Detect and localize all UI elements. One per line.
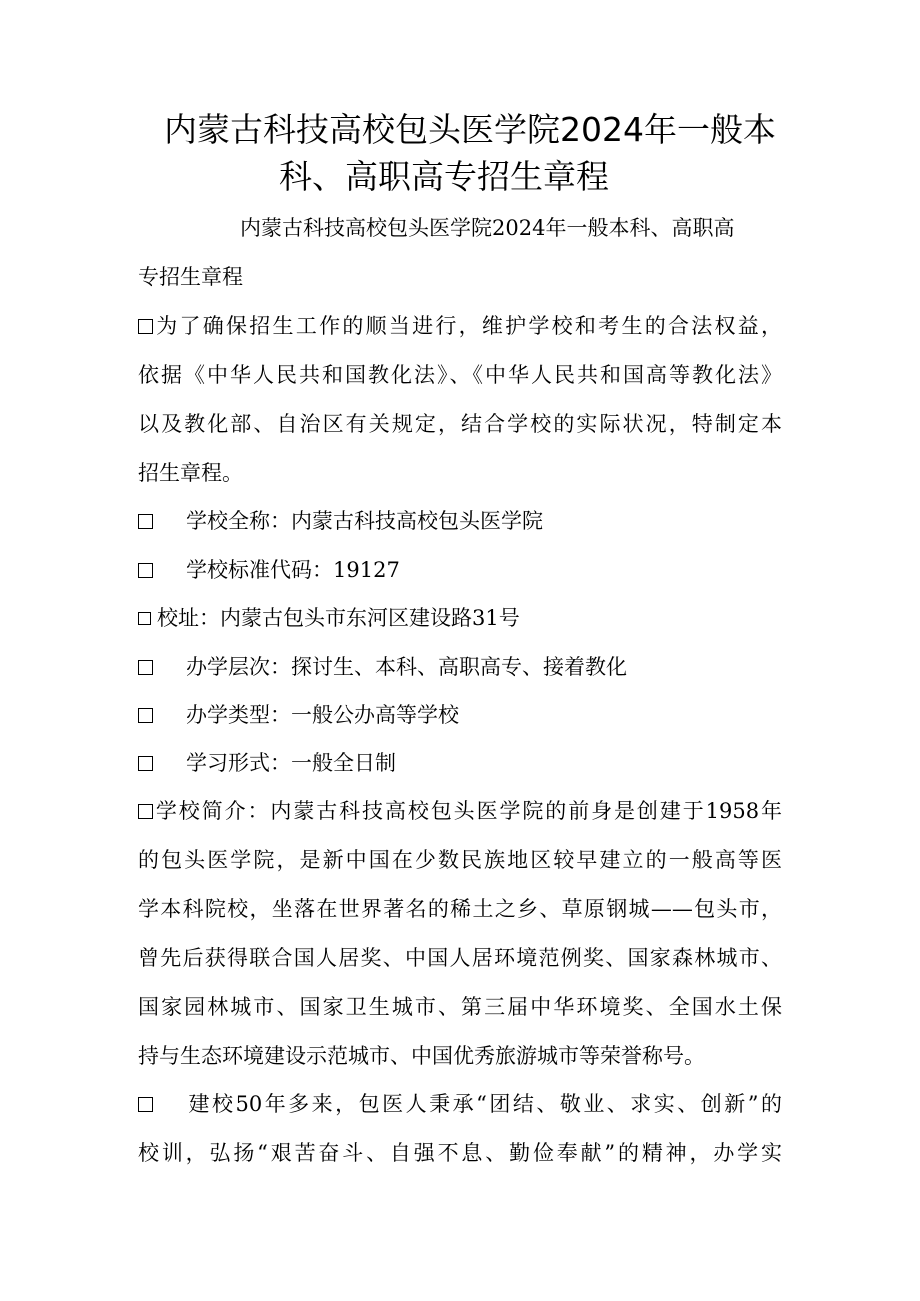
intro-line-2: 依据《中华人民共和国教化法》、《中华人民共和国高等教化法》 [138, 363, 782, 387]
intro-line-1: 为了确保招生工作的顺当进行，维护学校和考生的合法权益， [138, 311, 782, 341]
checkbox-icon [138, 514, 153, 529]
intro-line-3: 以及教化部、自治区有关规定，结合学校的实际状况，特制定本 [138, 412, 782, 436]
item-address: 校址：内蒙古包头市东河区建设路31号 [138, 603, 520, 633]
checkbox-icon [138, 756, 153, 771]
document-title-line-1: 内蒙古科技高校包头医学院2024年一般本 [164, 110, 776, 149]
item-type: 办学类型：一般公办高等学校 [138, 700, 459, 730]
profile-line-3: 学本科院校，坐落在世界著名的稀土之乡、草原钢城——包头市， [138, 897, 782, 921]
history-line-2: 校训，弘扬“艰苦奋斗、自强不息、勤俭奉献”的精神，办学实 [138, 1141, 782, 1165]
checkbox-icon [138, 319, 153, 334]
item-full-name: 学校全称：内蒙古科技高校包头医学院 [138, 506, 543, 536]
document-title-line-2: 科、高职高专招生章程 [279, 157, 609, 196]
checkbox-icon [138, 708, 153, 723]
checkbox-icon [138, 1097, 153, 1112]
checkbox-icon [138, 660, 153, 675]
checkbox-icon [138, 804, 153, 819]
profile-line-6: 持与生态环境建设示范城市、中国优秀旅游城市等荣誉称号。 [138, 1044, 705, 1068]
checkbox-icon [138, 563, 153, 578]
item-code: 学校标准代码：19127 [138, 555, 400, 585]
intro-line-4: 招生章程。 [138, 461, 243, 485]
profile-line-4: 曾先后获得联合国人居奖、中国人居环境范例奖、国家森林城市、 [138, 946, 782, 970]
profile-line-1: 学校简介：内蒙古科技高校包头医学院的前身是创建于1958年 [138, 796, 782, 826]
profile-line-5: 国家园林城市、国家卫生城市、第三届中华环境奖、全国水土保 [138, 995, 782, 1019]
subtitle-line-2: 专招生章程 [138, 265, 243, 289]
square-icon [138, 612, 151, 625]
history-line-1: 建校50年多来，包医人秉承“团结、敬业、求实、创新”的 [138, 1089, 782, 1119]
item-form: 学习形式：一般全日制 [138, 748, 396, 778]
item-levels: 办学层次：探讨生、本科、高职高专、接着教化 [138, 652, 627, 682]
subtitle-line-1: 内蒙古科技高校包头医学院2024年一般本科、高职高 [240, 216, 735, 240]
profile-line-2: 的包头医学院，是新中国在少数民族地区较早建立的一般高等医 [138, 848, 782, 872]
